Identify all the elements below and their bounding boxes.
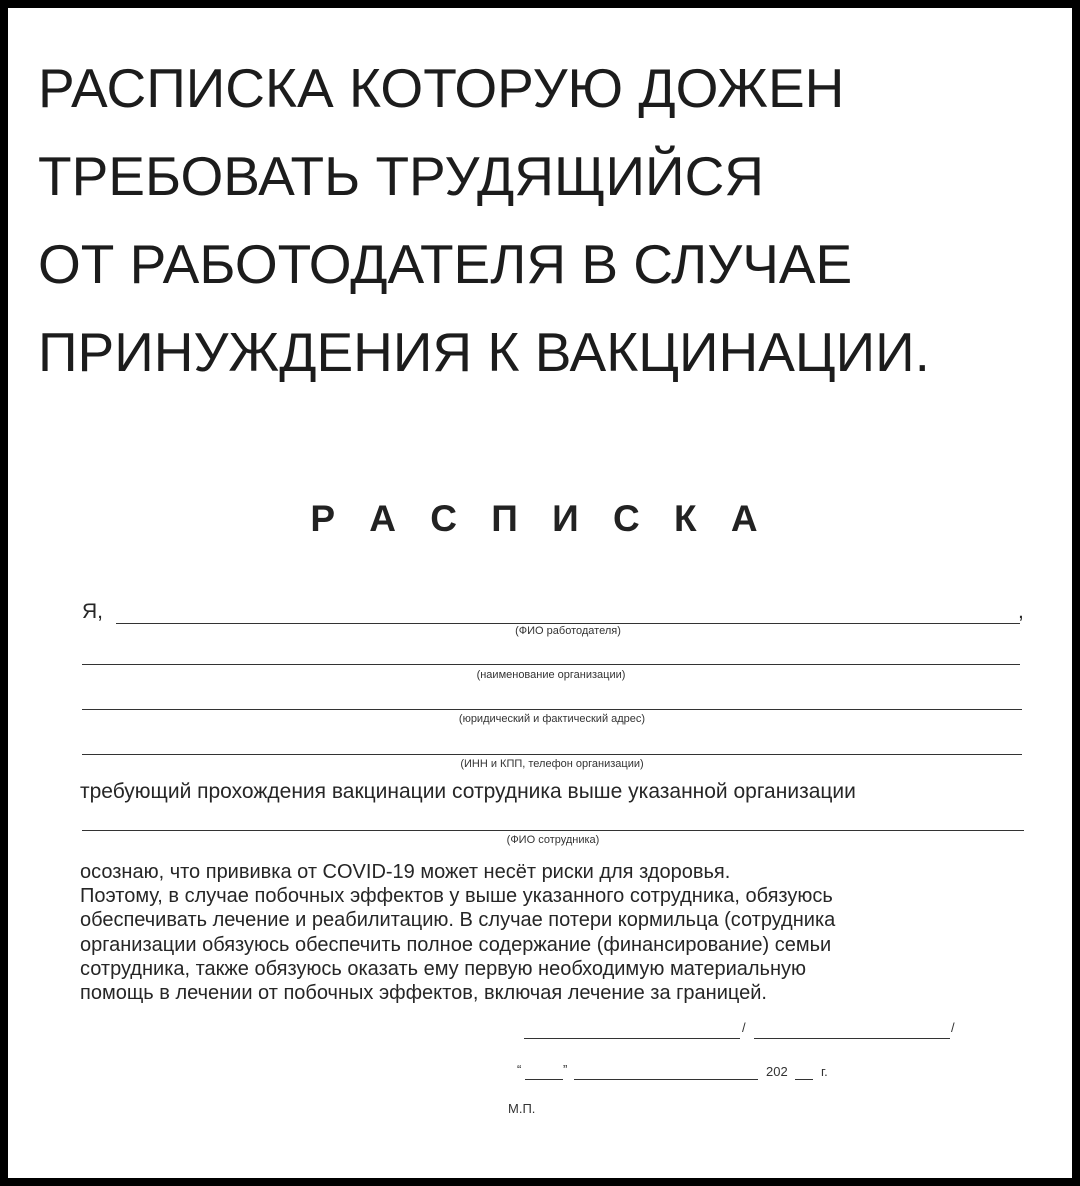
body-paragraph (80, 860, 1040, 1005)
stamp-place: М.П. (508, 1101, 536, 1116)
prefix-text: Я, (82, 600, 103, 623)
year-digit-line[interactable] (795, 1079, 813, 1080)
caption-address: (юридический и фактический адрес) (458, 713, 646, 725)
quote-close: ” (563, 1062, 568, 1077)
year-text: 202 (766, 1064, 788, 1079)
inn-line[interactable] (82, 754, 1022, 755)
body-line-2: Поэтому, в случае побочных эффектов у выше указанного сотрудника, обязуюсь (80, 885, 833, 908)
date-month-line[interactable] (574, 1079, 758, 1080)
document-page (8, 8, 1072, 1178)
employer-name-line[interactable] (116, 623, 1020, 624)
headline-line-1: РАСПИСКА КОТОРУЮ ДОЖЕН (38, 57, 845, 119)
caption-org: (наименование организации) (476, 669, 626, 681)
quote-open: “ (517, 1062, 522, 1077)
signature-line[interactable] (524, 1038, 740, 1039)
body-line-6: помощь в лечении от побочных эффектов, включая лечение за границей. (80, 982, 767, 1005)
org-name-line[interactable] (82, 664, 1020, 665)
comma-text: , (1018, 600, 1024, 623)
headline-line-3: ОТ РАБОТОДАТЕЛЯ В СЛУЧАЕ (38, 233, 853, 295)
year-suffix: г. (821, 1064, 828, 1079)
body-line-5: сотрудника, также обязуюсь оказать ему первую необходимую материальную (80, 957, 807, 980)
employee-name-line[interactable] (82, 830, 1024, 831)
body-line-3: обеспечивать лечение и реабилитацию. В случае потери кормильца (сотрудника (80, 909, 836, 932)
document-title: Р А С П И С К А (310, 498, 770, 539)
headline-line-4: ПРИНУЖДЕНИЯ К ВАКЦИНАЦИИ. (38, 321, 930, 383)
requiring-text: требующий прохождения вакцинации сотрудника выше указанной организации (80, 780, 856, 803)
address-line[interactable] (82, 709, 1022, 710)
body-line-4: организации обязуюсь обеспечить полное содержание (финансирование) семьи (80, 933, 832, 956)
headline-line-2: ТРЕБОВАТЬ ТРУДЯЩИЙСЯ (38, 145, 765, 207)
date-day-line[interactable] (525, 1079, 563, 1080)
slash-2: / (951, 1020, 955, 1035)
signature-name-line[interactable] (754, 1038, 950, 1039)
caption-employee: (ФИО сотрудника) (506, 834, 600, 846)
caption-inn: (ИНН и КПП, телефон организации) (460, 758, 644, 770)
caption-employer: (ФИО работодателя) (515, 625, 621, 637)
body-line-1: осознаю, что прививка от COVID-19 может несёт риски для здоровья. (80, 861, 731, 883)
headline (38, 44, 1058, 396)
slash-1: / (742, 1020, 746, 1035)
